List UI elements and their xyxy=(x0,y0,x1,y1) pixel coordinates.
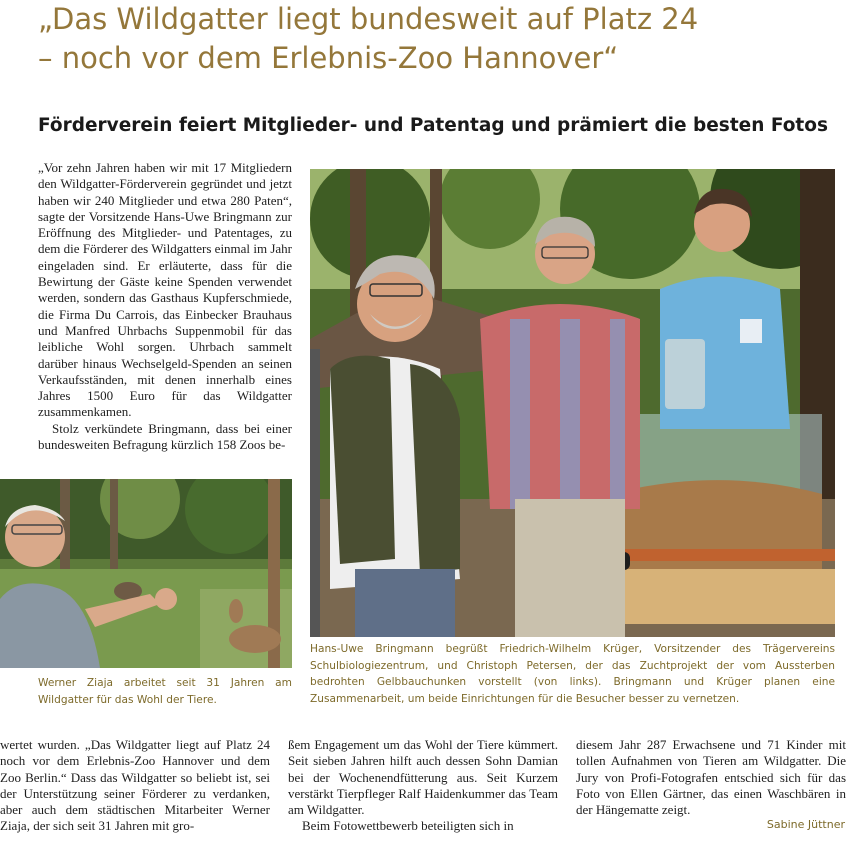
article-column-1 xyxy=(38,160,292,453)
column-1-paragraph-2: Stolz verkündete Bringmann, dass bei einer bundesweiten Befragung kürzlich 158 Zoos be- xyxy=(38,420,292,453)
bottom-2-paragraph-2: Beim Fotowettbewerb beteiligten sich in xyxy=(302,818,514,834)
bottom-2-paragraph-1: ßem Engagement um das Wohl der Tiere kümmert. Seit sieben Jahren hilft auch dessen Sohn Damian bei der Wochenendfütterung aus. Seit Kurzem verstärkt Tierpfleger Ralf Haidenkummer das Team am Wildgatter. xyxy=(288,737,558,818)
photo-werner-ziaja xyxy=(0,479,292,668)
author-byline: Sabine Jüttner xyxy=(766,818,845,831)
headline-line-1: „Das Wildgatter liegt bundesweit auf Platz 24 xyxy=(38,2,699,36)
caption-small-photo: Werner Ziaja arbeitet seit 31 Jahren am Wildgatter für das Wohl der Tiere. xyxy=(38,677,292,706)
bottom-1-paragraph: wertet wurden. „Das Wildgatter liegt auf Platz 24 noch vor dem Erlebnis-Zoo Hannover und dem Zoo Berlin.“ Dass das Wildgatter so beliebt ist, sei der Unterstützung seiner Förderer zu verdanken, aber auch dem städtischen Mitarbeiter Werner Ziaja, der sich seit 31 Jahren mit gro- xyxy=(0,737,270,834)
article-column-bottom-2 xyxy=(288,737,558,835)
photo-three-men-terrarium xyxy=(310,169,835,637)
article-column-bottom-3 xyxy=(576,737,846,818)
caption-large-photo: Hans-Uwe Bringmann begrüßt Friedrich-Wilhelm Krüger, Vorsitzender des Trägervereins Schulbiologiezentrum, und Christoph Petersen, der das Zuchtprojekt der vom Aussterben bedrohten Gelbbauchunken vorstellt (von links). Bringmann und Krüger planen eine Zusammenarbeit, um beide Einrichtungen für die Besucher besser zu vernetzen. xyxy=(310,643,835,705)
headline xyxy=(38,0,838,78)
bottom-3-paragraph: diesem Jahr 287 Erwachsene und 71 Kinder mit tollen Aufnahmen von Tieren am Wildgatter. Die Jury von Profi-Fotografen entschied sich für das Foto von Ellen Gärtner, das einen Waschbären in der Hängematte zeigt. xyxy=(576,737,846,818)
column-1-paragraph-1: „Vor zehn Jahren haben wir mit 17 Mitgliedern den Wildgatter-Förderverein gegründet und jetzt haben wir 240 Mitglieder und etwa 280 Paten“, sagte der Vorsitzende Hans-Uwe Bringmann zur Eröffnung des Mitglieder- und Patentages, zu dem die Förderer des Wildgatters einmal im Jahr eingeladen sind. Er erläuterte, dass für die Bewirtung der Gäste keine Spenden verwendet werden, sondern das Gasthaus Kupferschmiede, die Firma Du Carrois, das Einbecker Brauhaus und Manfred Uhrbachs Suppenmobil für das leibliche Wohl sorgen. Uhrbach sammelt darüber hinaus Wechselgeld-Spenden an seinen Verkaufsständen, mit denen innerhalb eines Jahres 1500 Euro für das Wildgatter zusammenkamen. xyxy=(38,160,292,420)
article-column-bottom-1 xyxy=(0,737,270,835)
headline-line-2: – noch vor dem Erlebnis-Zoo Hannover“ xyxy=(38,41,619,75)
subheadline: Förderverein feiert Mitglieder- und Patentag und prämiert die besten Fotos xyxy=(38,115,828,136)
